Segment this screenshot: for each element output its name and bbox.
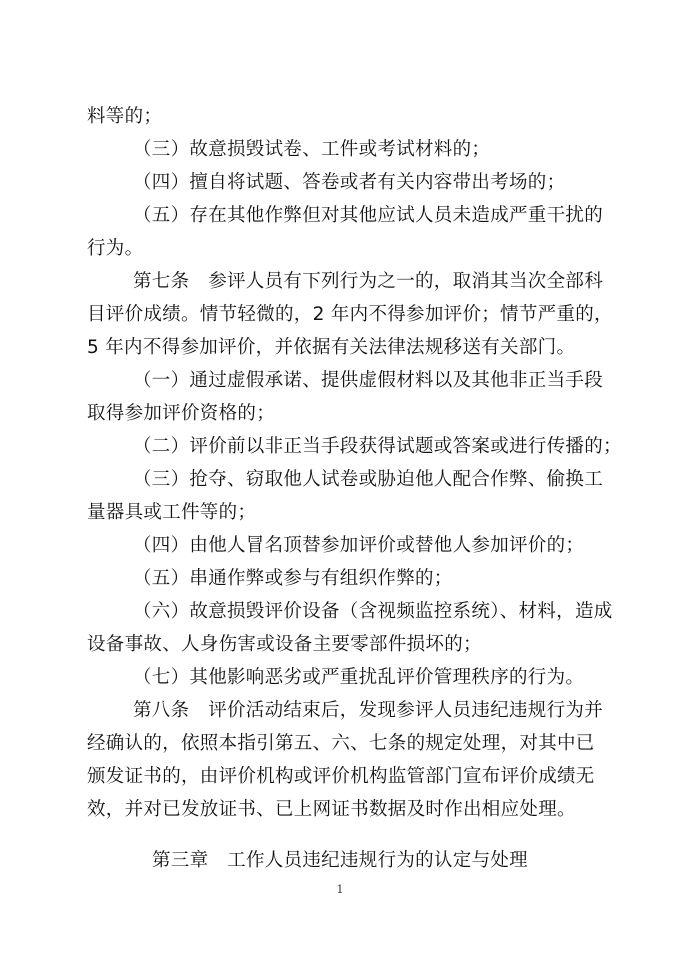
paragraph-line: （一）通过虚假承诺、提供虚假材料以及其他非正当手段: [133, 370, 604, 391]
paragraph-line: （三）故意损毁试卷、工件或考试材料的；: [133, 139, 491, 160]
paragraph-line: 行为。: [87, 238, 144, 259]
article-7-heading-line: 第七条 参评人员有下列行为之一的，取消其当次全部科: [133, 271, 604, 292]
paragraph-line: （七）其他影响恶劣或严重扰乱评价管理秩序的行为。: [133, 667, 585, 688]
paragraph-line: （五）串通作弊或参与有组织作弊的；: [133, 568, 453, 589]
paragraph-line: （六）故意损毁评价设备（含视频监控系统）、材料，造成: [133, 601, 613, 622]
paragraph-line: （四）擅自将试题、答卷或者有关内容带出考场的；: [133, 172, 566, 193]
paragraph-line: 颁发证书的，由评价机构或评价机构监管部门宣布评价成绩无: [87, 766, 595, 787]
paragraph-line: 目评价成绩。情节轻微的，2 年内不得参加评价；情节严重的，: [87, 304, 613, 325]
article-8-heading-line: 第八条 评价活动结束后，发现参评人员违纪违规行为并: [133, 700, 604, 721]
paragraph-line: 量器具或工件等的；: [87, 502, 257, 523]
paragraph-line: （三）抢夺、窃取他人试卷或胁迫他人配合作弊、偷换工: [133, 469, 604, 490]
paragraph-line: （四）由他人冒名顶替参加评价或替他人参加评价的；: [133, 535, 585, 556]
paragraph-line: （五）存在其他作弊但对其他应试人员未造成严重干扰的: [133, 205, 604, 226]
chapter-heading: 第三章 工作人员违纪违规行为的认定与处理: [151, 850, 528, 871]
paragraph-line: 设备事故、人身伤害或设备主要零部件损坏的；: [87, 634, 482, 655]
paragraph-line: 经确认的，依照本指引第五、六、七条的规定处理，对其中已: [87, 733, 595, 754]
paragraph-line: 取得参加评价资格的；: [87, 403, 276, 424]
page-number: 1: [336, 883, 344, 896]
paragraph-line: 料等的；: [87, 106, 163, 127]
paragraph-line: （二）评价前以非正当手段获得试题或答案或进行传播的；: [133, 436, 622, 457]
paragraph-line: 5 年内不得参加评价，并依据有关法律法规移送有关部门。: [87, 337, 576, 358]
paragraph-line: 效，并对已发放证书、已上网证书数据及时作出相应处理。: [87, 799, 576, 820]
